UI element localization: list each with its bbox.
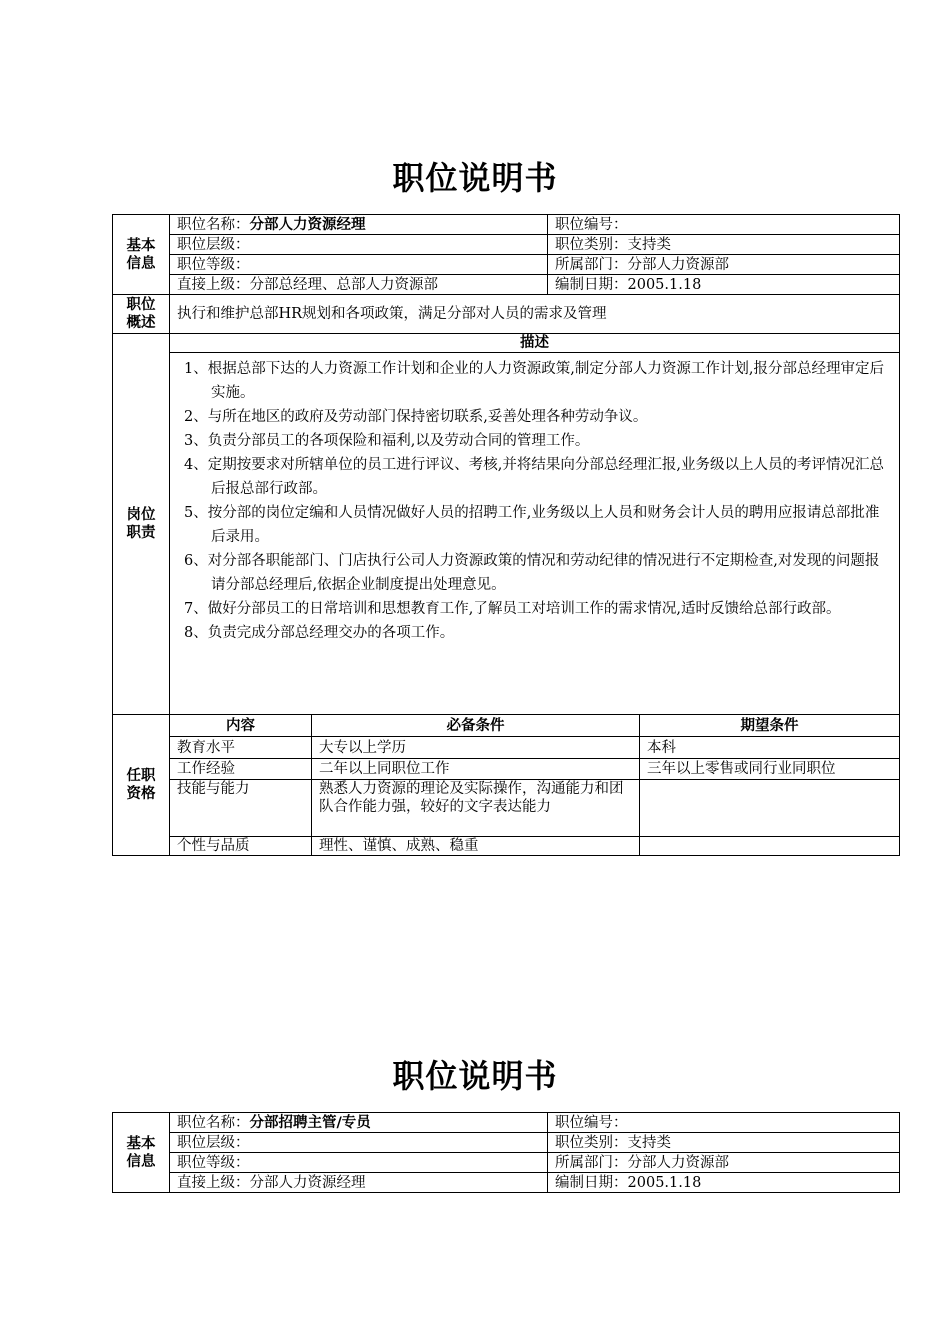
date-value: 2005.1.18 (627, 1174, 702, 1191)
department-cell (548, 1153, 900, 1173)
field-label: 职位类别： (555, 236, 628, 253)
field-label: 职位层级： (177, 236, 250, 253)
field-label: 直接上级： (177, 276, 250, 293)
position-name-value: 分部人力资源经理 (249, 216, 366, 233)
qual-item: 个性与品质 (170, 837, 312, 856)
basic-info-row (113, 235, 900, 255)
position-level-cell (170, 235, 548, 255)
basic-info-row (113, 1133, 900, 1153)
department-value: 分部人力资源部 (627, 1154, 730, 1171)
basic-info-row (113, 1173, 900, 1193)
position-code-cell (548, 215, 900, 235)
date-cell (548, 1173, 900, 1193)
qual-header-item: 内容 (170, 715, 312, 737)
job-description-table (112, 1112, 900, 1193)
qual-item: 技能与能力 (170, 780, 312, 837)
basic-info-label: 基本信息 (113, 215, 170, 295)
document-title: 职位说明书 (392, 159, 558, 197)
department-cell (548, 255, 900, 275)
qual-desired: 三年以上零售或同行业同职位 (640, 759, 900, 780)
field-label: 职位编号： (555, 1114, 628, 1131)
duties-header-row (113, 334, 900, 353)
duty-item: 2、与所在地区的政府及劳动部门保持密切联系,妥善处理各种劳动争议。 (184, 409, 648, 425)
field-label: 所属部门： (555, 256, 628, 273)
department-value: 分部人力资源部 (627, 256, 729, 273)
field-label: 职位层级： (177, 1134, 250, 1151)
field-label: 职位编号： (555, 216, 628, 233)
supervisor-value: 分部人力资源经理 (249, 1174, 366, 1191)
basic-info-row (113, 275, 900, 295)
qualifications-label: 任职资格 (113, 715, 170, 856)
field-label: 直接上级： (177, 1174, 250, 1191)
basic-info-row (113, 255, 900, 275)
qual-header-desired: 期望条件 (640, 715, 900, 737)
qual-required: 二年以上同职位工作 (312, 759, 640, 780)
date-value: 2005.1.18 (627, 276, 702, 293)
duty-item: 7、做好分部员工的日常培训和思想教育工作,了解员工对培训工作的需求情况,适时反馈给总部行政部。 (184, 601, 841, 617)
qual-item: 教育水平 (170, 737, 312, 759)
basic-info-row (113, 1153, 900, 1173)
date-cell (548, 275, 900, 295)
table-row (113, 780, 900, 837)
duty-item: 5、按分部的岗位定编和人员情况做好人员的招聘工作,业务级以上人员和财务会计人员的聘用应报请总部批准后录用。 (184, 505, 880, 545)
field-label: 职位等级： (177, 1154, 250, 1171)
qual-required: 大专以上学历 (312, 737, 640, 759)
field-label: 职位类别： (555, 1134, 628, 1151)
table-row (113, 759, 900, 780)
qual-header-required: 必备条件 (312, 715, 640, 737)
supervisor-value: 分部总经理、总部人力资源部 (249, 276, 438, 293)
position-code-cell (548, 1113, 900, 1133)
qual-desired (640, 780, 900, 837)
position-category-value: 支持类 (627, 236, 671, 253)
position-name-value: 分部招聘主管/专员 (249, 1114, 371, 1131)
qual-required: 理性、谨慎、成熟、稳重 (312, 837, 640, 856)
duty-item: 8、负责完成分部总经理交办的各项工作。 (184, 625, 455, 641)
qual-item: 工作经验 (170, 759, 312, 780)
position-grade-cell (170, 255, 548, 275)
position-level-cell (170, 1133, 548, 1153)
basic-info-row (113, 215, 900, 235)
position-category-cell (548, 1133, 900, 1153)
duty-item: 4、定期按要求对所辖单位的员工进行评议、考核,并将结果向分部总经理汇报,业务级以上人员的考评情况汇总后报总部行政部。 (184, 457, 884, 497)
document-title: 职位说明书 (392, 1057, 558, 1095)
table-row (113, 737, 900, 759)
supervisor-cell (170, 1173, 548, 1193)
summary-text: 执行和维护总部HR规划和各项政策，满足分部对人员的需求及管理 (170, 295, 900, 334)
field-label: 职位等级： (177, 256, 250, 273)
duties-label: 岗位职责 (113, 334, 170, 715)
position-name-cell (170, 1113, 548, 1133)
field-label: 编制日期： (555, 1174, 628, 1191)
duties-header: 描述 (170, 334, 900, 353)
field-label: 编制日期： (555, 276, 628, 293)
duty-item: 6、对分部各职能部门、门店执行公司人力资源政策的情况和劳动纪律的情况进行不定期检查,对发现的问题报请分部总经理后,依据企业制度提出处理意见。 (184, 553, 880, 593)
duty-item: 1、根据总部下达的人力资源工作计划和企业的人力资源政策,制定分部人力资源工作计划,报分部总经理审定后实施。 (184, 361, 884, 401)
qual-required: 熟悉人力资源的理论及实际操作，沟通能力和团队合作能力强，较好的文字表达能力 (312, 780, 640, 837)
basic-info-label: 基本信息 (113, 1113, 170, 1193)
duties-list (170, 353, 900, 715)
field-label: 所属部门： (555, 1154, 628, 1171)
position-category-value: 支持类 (627, 1134, 672, 1151)
qualifications-header-row (113, 715, 900, 737)
job-description-table (112, 214, 900, 856)
field-label: 职位名称： (177, 1114, 250, 1131)
qual-desired: 本科 (640, 737, 900, 759)
position-grade-cell (170, 1153, 548, 1173)
qual-desired (640, 837, 900, 856)
duty-item: 3、负责分部员工的各项保险和福利,以及劳动合同的管理工作。 (184, 433, 590, 449)
duties-body-row (113, 353, 900, 715)
summary-row (113, 295, 900, 334)
field-label: 职位名称： (177, 216, 250, 233)
position-category-cell (548, 235, 900, 255)
summary-label: 职位概述 (113, 295, 170, 334)
basic-info-row (113, 1113, 900, 1133)
position-name-cell (170, 215, 548, 235)
supervisor-cell (170, 275, 548, 295)
table-row (113, 837, 900, 856)
